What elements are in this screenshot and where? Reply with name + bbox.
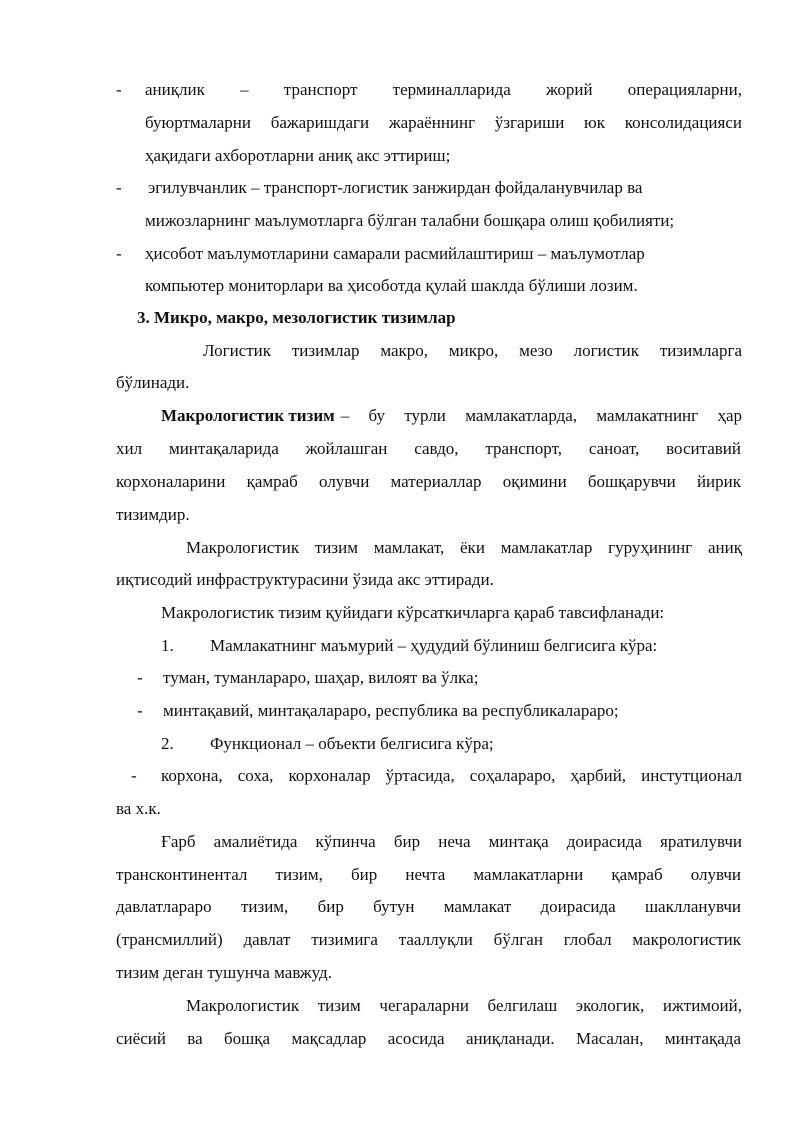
bullet-line: корхона, соха, корхоналар ўртасида, соҳалараро, ҳарбий, инстутционал — [161, 766, 742, 785]
paragraph-line: трансконтинентал тизим, бир нечта мамлакатларни қамраб олувчи — [116, 865, 741, 884]
term-macrologistic: Макрологистик тизим — [161, 406, 335, 425]
paragraph-line: хил минтақаларида жойлашган савдо, транспорт, саноат, воситавий — [116, 439, 741, 458]
paragraph-line: давлатлараро тизим, бир бутун мамлакат доирасида шаклланувчи — [116, 897, 741, 916]
paragraph-line — [161, 406, 742, 426]
bullet-line: компьютер мониторлари ва ҳисоботда қулай шаклда бўлиши лозим. — [145, 276, 638, 295]
bullet-dash: - — [137, 701, 143, 720]
paragraph-line: тизим деган тушунча мавжуд. — [116, 963, 332, 982]
bullet-line: мижозларнинг маълумотларга бўлган талабни бошқара олиш қобилияти; — [145, 211, 675, 230]
section-heading: 3. Микро, макро, мезологистик тизимлар — [137, 308, 456, 327]
paragraph-line: Макрологистик тизим қуйидаги кўрсаткичларга қараб тавсифланади: — [161, 603, 665, 622]
bullet-dash: - — [116, 80, 122, 99]
list-number: 1. — [161, 636, 174, 655]
paragraph-line: корхоналарини қамраб олувчи материаллар оқимини бошқарувчи йирик — [116, 472, 741, 491]
paragraph-line: иқтисодий инфраструктурасини ўзида акс эттиради. — [116, 570, 494, 589]
paragraph-line: Логистик тизимлар макро, микро, мезо логистик тизимларга — [203, 341, 742, 360]
bullet-line: минтақавий, минтақалараро, республика ва республикалараро; — [163, 701, 619, 720]
bullet-line: аниқлик – транспорт терминалларида жорий операцияларни, — [145, 80, 742, 99]
list-item-text: Функционал – объекти белгисига кўра; — [210, 734, 494, 753]
bullet-dash: - — [131, 766, 137, 785]
paragraph-line: Макрологистик тизим чегараларни белгилаш экологик, ижтимоий, — [186, 996, 742, 1015]
bullet-line: ҳисобот маълумотларини самарали расмийлаштириш – маълумотлар — [145, 244, 645, 263]
bullet-dash: - — [137, 668, 143, 687]
bullet-line: ҳақидаги ахборотларни аниқ акс эттириш; — [145, 146, 451, 165]
bullet-line: туман, туманлараро, шаҳар, вилоят ва ўлка; — [163, 668, 479, 687]
list-item-text: Мамлакатнинг маъмурий – ҳудудий бўлиниш белгисига кўра: — [210, 636, 658, 655]
bullet-dash: - — [116, 178, 122, 197]
bullet-line: буюртмаларни бажаришдаги жараённинг ўзгариши юк консолидацияси — [145, 113, 742, 132]
paragraph-line: тизимдир. — [116, 505, 190, 524]
paragraph-text: – бу турли мамлакатларда, мамлакатнинг ҳар — [340, 406, 742, 425]
paragraph-line: сиёсий ва бошқа мақсадлар асосида аниқланади. Масалан, минтақада — [116, 1029, 741, 1048]
paragraph-line: бўлинади. — [116, 373, 190, 392]
list-number: 2. — [161, 734, 174, 753]
paragraph-line: Ғарб амалиётида кўпинча бир неча минтақа доирасида яратилувчи — [161, 832, 742, 851]
bullet-line: эгилувчанлик – транспорт-логистик занжирдан фойдаланувчилар ва — [148, 178, 643, 197]
paragraph-line: (трансмиллий) давлат тизимига тааллуқли бўлган глобал макрологистик — [116, 930, 741, 949]
bullet-dash: - — [116, 244, 122, 263]
paragraph-line: Макрологистик тизим мамлакат, ёки мамлакатлар гуруҳининг аниқ — [186, 538, 742, 557]
bullet-line: ва х.к. — [116, 799, 161, 818]
